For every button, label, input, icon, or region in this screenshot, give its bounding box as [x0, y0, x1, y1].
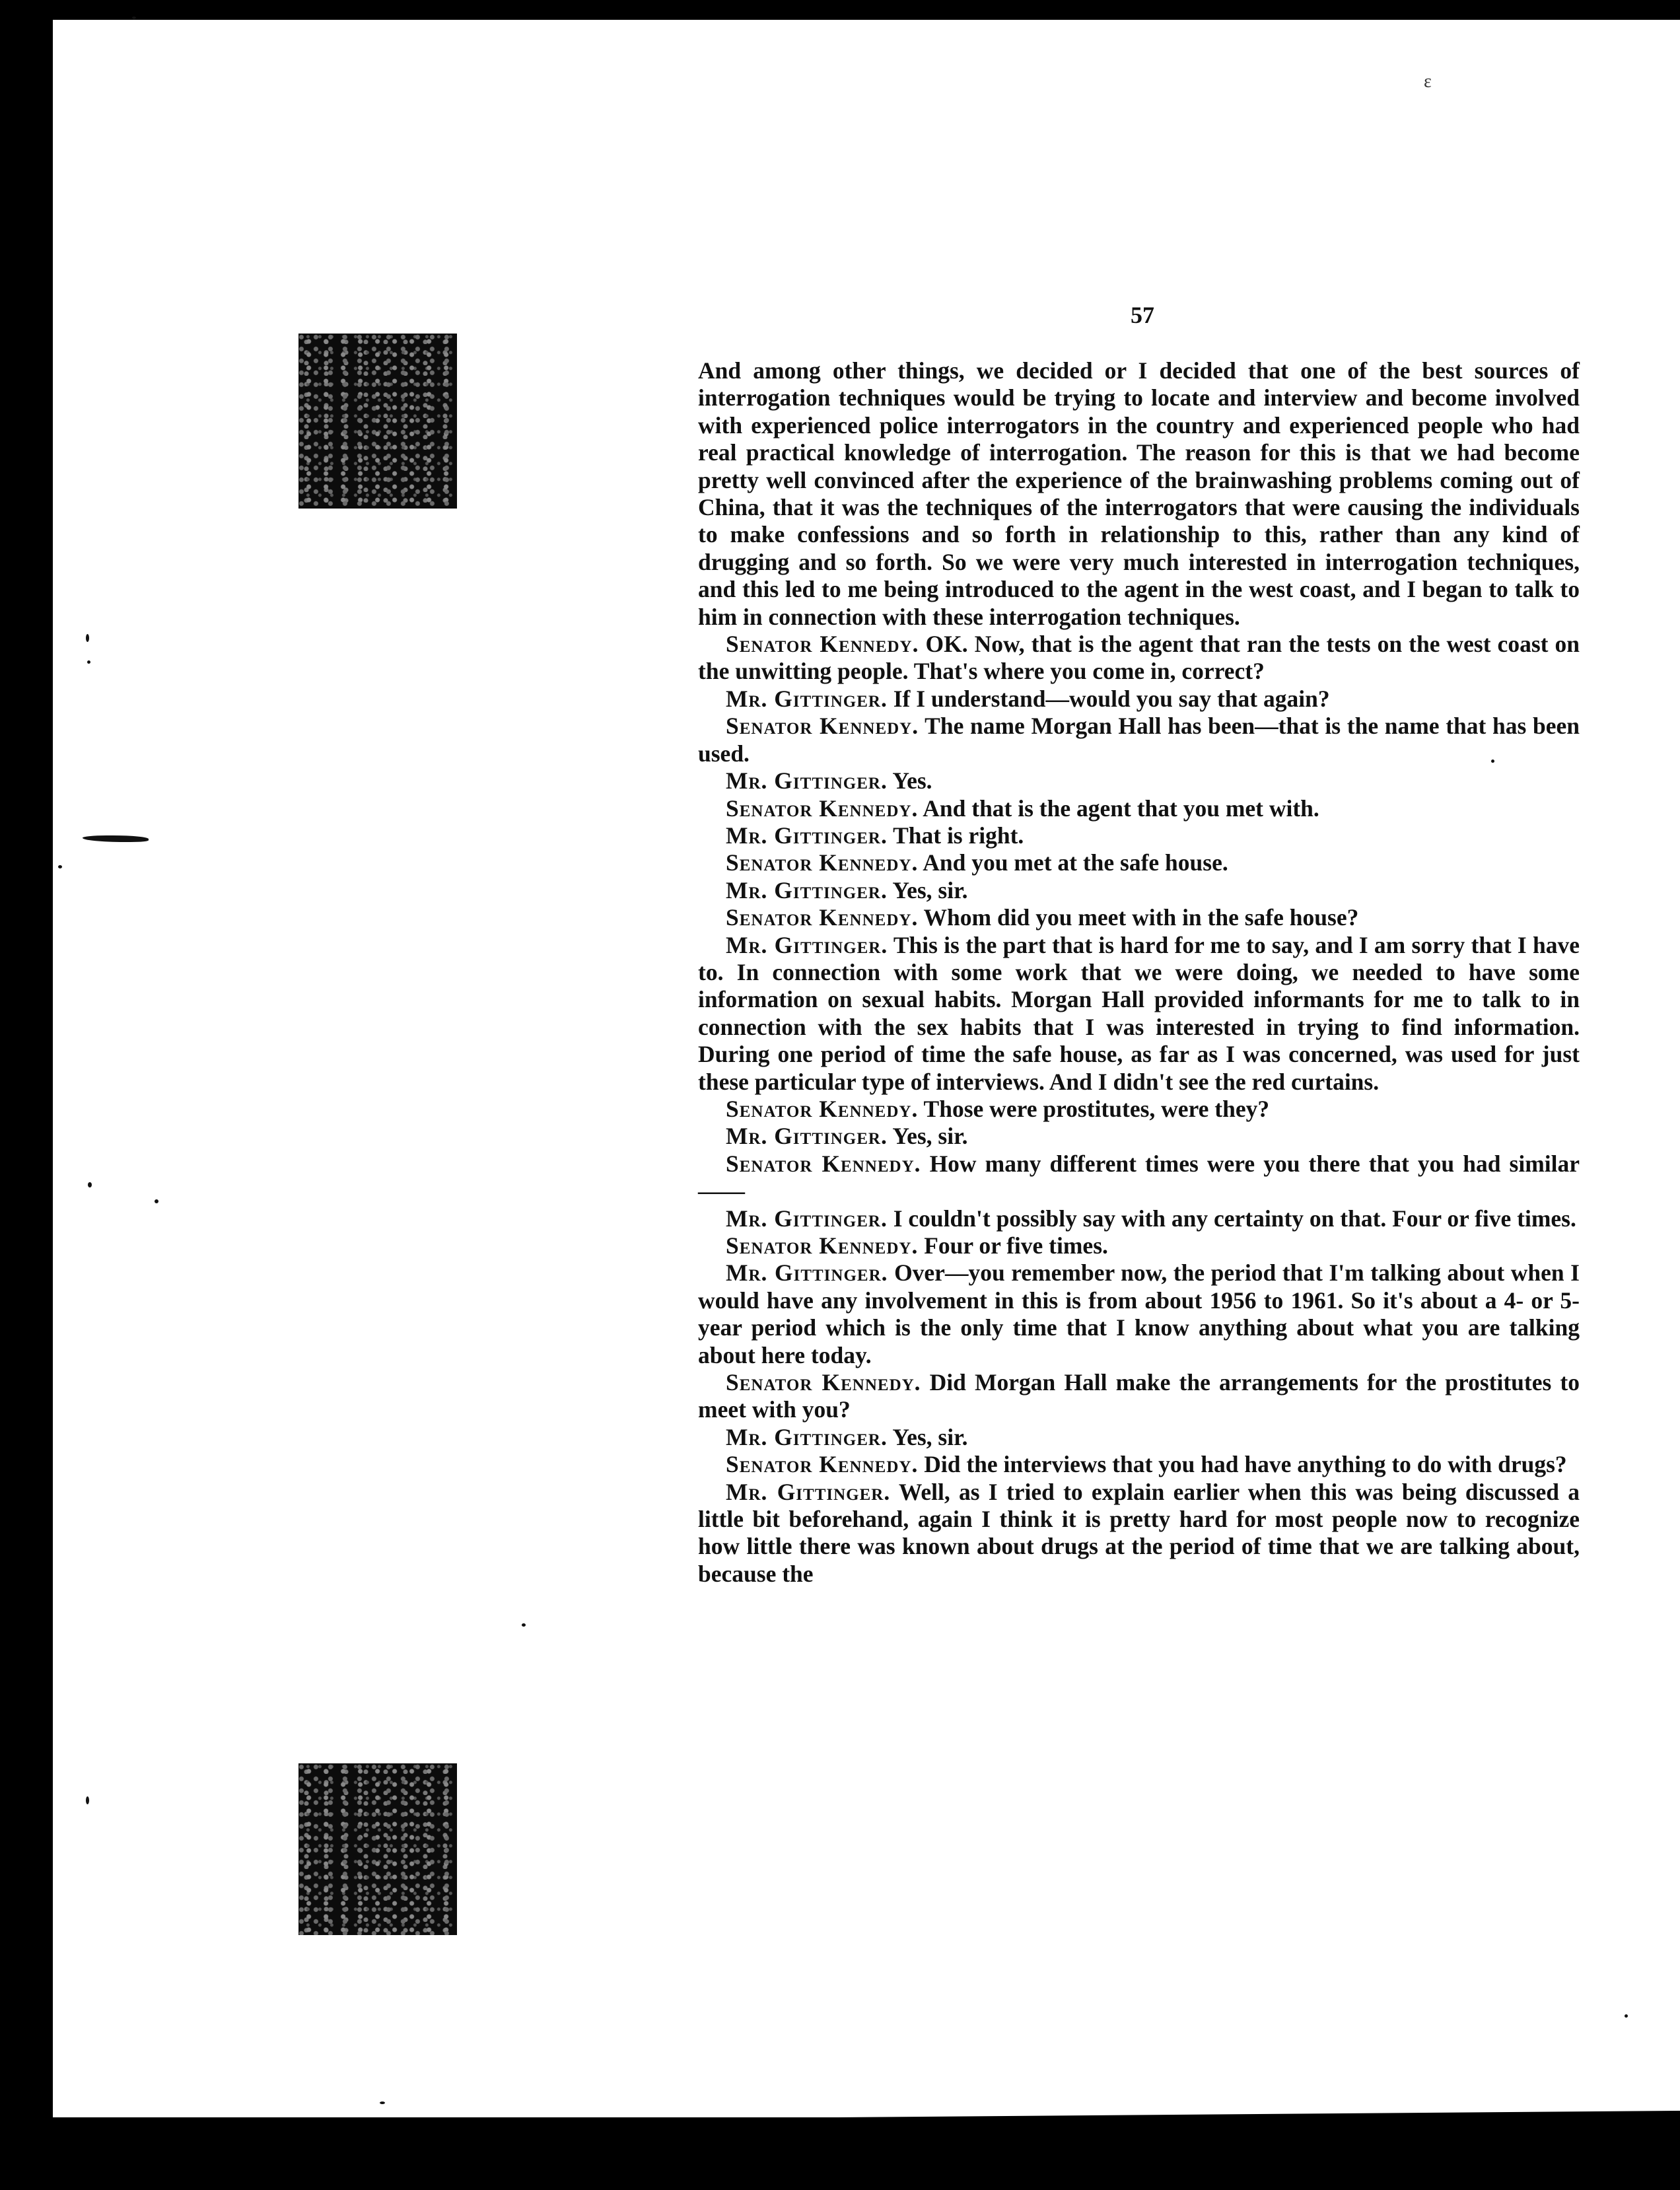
paragraph-text: Yes, sir.: [887, 876, 968, 903]
scan-speck: [132, 17, 136, 19]
speaker-name: Mr. Gittinger.: [726, 876, 888, 903]
speaker-name: Senator Kennedy.: [726, 713, 919, 740]
transcript-paragraph: [698, 1232, 1580, 1259]
transcript-paragraph: [698, 686, 1580, 713]
speaker-name: Senator Kennedy.: [726, 1095, 919, 1122]
scan-speck: [86, 634, 89, 642]
scan-speck: [87, 660, 90, 664]
paragraph-text: I couldn't possibly say with any certainty on that. Four or five times.: [887, 1205, 1576, 1232]
paragraph-text: This is the part that is hard for me to say, and I am sorry that I have to. In connection with some work that we were doing, we needed to have some information on sexual habits. Morgan Hall provided informants for me to talk to in connection with the sex habits that I was interested in trying to find information. During one period of time the safe house, as far as I was concerned, was used for just these particular type of interviews. And I didn't see the red curtains.: [698, 931, 1580, 1095]
paragraph-text: And that is the agent that you met with.: [918, 795, 1319, 822]
corner-mark: ɛ: [1424, 71, 1432, 92]
paragraph-text: And you met at the safe house.: [918, 849, 1228, 876]
speaker-name: Senator Kennedy.: [726, 1451, 919, 1478]
transcript-paragraph: [698, 904, 1580, 931]
scan-bottom-edge: [0, 2117, 1680, 2190]
paragraph-text: Yes, sir.: [887, 1423, 968, 1450]
speaker-name: Mr. Gittinger.: [726, 1259, 888, 1287]
paragraph-text: Did Morgan Hall make the arrangements for the prostitutes to meet with you?: [698, 1369, 1580, 1423]
binder-hole-bottom: [298, 1763, 457, 1935]
paragraph-text: And among other things, we decided or I decided that one of the best sources of interrogation techniques would be trying to locate and interview and become involved with experienced police interrogators in the country and experienced people who had real practical knowledge of interrogation. The reason for this is that we had become pretty well convinced after the experience of the brainwashing problems coming out of China, that it was the techniques of the interrogators that were causing the individuals to make confessions and so forth in relationship to this, rather than any kind of drugging and so forth. So we were very much interested in interrogation techniques, and this led to me being introduced to the agent in the west coast, and I began to talk to him in connection with these interrogation techniques.: [698, 357, 1580, 630]
scan-speck: [86, 1796, 89, 1804]
transcript-paragraph: [698, 1150, 1580, 1205]
speaker-name: Mr. Gittinger.: [726, 1478, 891, 1505]
transcript-paragraph: [698, 877, 1580, 904]
speaker-name: Senator Kennedy.: [726, 904, 919, 931]
speaker-name: Senator Kennedy.: [726, 849, 919, 876]
paragraph-text: That is right.: [887, 822, 1024, 849]
transcript-paragraph: [698, 1451, 1580, 1478]
paragraph-text: Those were prostitutes, were they?: [918, 1095, 1270, 1122]
scan-left-edge: [0, 0, 53, 2190]
scan-speck: [58, 865, 62, 868]
paragraph-text: How many different times were you there that you had similar——: [698, 1150, 1580, 1205]
speaker-name: Senator Kennedy.: [726, 795, 919, 822]
scan-speck: [1625, 2014, 1628, 2018]
speaker-name: Mr. Gittinger.: [726, 685, 888, 712]
page-number: 57: [1131, 302, 1154, 328]
paragraph-text: Over—you remember now, the period that I'm talking about when I would have any involvement in this is from about 1956 to 1961. So it's about a 4- or 5-year period which is the only time that I know anything about what you are talking about here today.: [698, 1259, 1580, 1368]
transcript-paragraph: [698, 822, 1580, 849]
transcript-paragraph: [698, 713, 1580, 767]
speaker-name: Senator Kennedy.: [726, 1232, 919, 1259]
scan-speck: [522, 1623, 526, 1627]
transcript-paragraph: [698, 767, 1580, 795]
transcript-paragraph: [698, 1123, 1580, 1150]
speaker-name: Mr. Gittinger.: [726, 1423, 888, 1450]
paragraph-text: Yes, sir.: [887, 1123, 968, 1150]
paragraph-text: Yes.: [887, 767, 932, 795]
transcript-body: [698, 357, 1580, 1588]
transcript-paragraph: [698, 631, 1580, 686]
paragraph-text: Well, as I tried to explain earlier when this was being discussed a little bit beforehand, again I think it is pretty hard for most people now to recognize how little there was known about drugs at the period of time that we are talking about, because the: [698, 1478, 1580, 1587]
binder-hole-top: [298, 334, 457, 509]
transcript-paragraph: [698, 932, 1580, 1096]
scan-speck: [83, 835, 149, 842]
speaker-name: Mr. Gittinger.: [726, 767, 888, 795]
speaker-name: Senator Kennedy.: [726, 631, 919, 658]
transcript-paragraph: [698, 1479, 1580, 1588]
paragraph-text: Whom did you meet with in the safe house?: [918, 904, 1359, 931]
transcript-paragraph: [698, 795, 1580, 822]
scan-speck: [88, 1182, 92, 1187]
speaker-name: Mr. Gittinger.: [726, 1205, 888, 1232]
paragraph-text: Did the interviews that you had have anything to do with drugs?: [918, 1451, 1567, 1478]
paragraph-text: Four or five times.: [918, 1232, 1108, 1259]
transcript-paragraph: [698, 1259, 1580, 1369]
paragraph-text: OK. Now, that is the agent that ran the tests on the west coast on the unwitting people. That's where you come in, correct?: [698, 631, 1580, 685]
scan-speck: [380, 2102, 385, 2104]
paragraph-text: The name Morgan Hall has been—that is the name that has been used.: [698, 713, 1580, 767]
transcript-paragraph: [698, 1205, 1580, 1232]
speaker-name: Senator Kennedy.: [726, 1369, 921, 1396]
transcript-paragraph: [698, 1424, 1580, 1451]
paragraph-text: If I understand—would you say that again?: [887, 685, 1330, 712]
speaker-name: Mr. Gittinger.: [726, 931, 888, 958]
speaker-name: Mr. Gittinger.: [726, 1123, 888, 1150]
speaker-name: Senator Kennedy.: [726, 1150, 921, 1177]
transcript-paragraph: [698, 357, 1580, 631]
transcript-paragraph: [698, 1096, 1580, 1123]
scan-top-edge: [0, 0, 1680, 20]
transcript-paragraph: [698, 1369, 1580, 1424]
scan-speck: [155, 1199, 158, 1203]
speaker-name: Mr. Gittinger.: [726, 822, 888, 849]
transcript-paragraph: [698, 849, 1580, 876]
